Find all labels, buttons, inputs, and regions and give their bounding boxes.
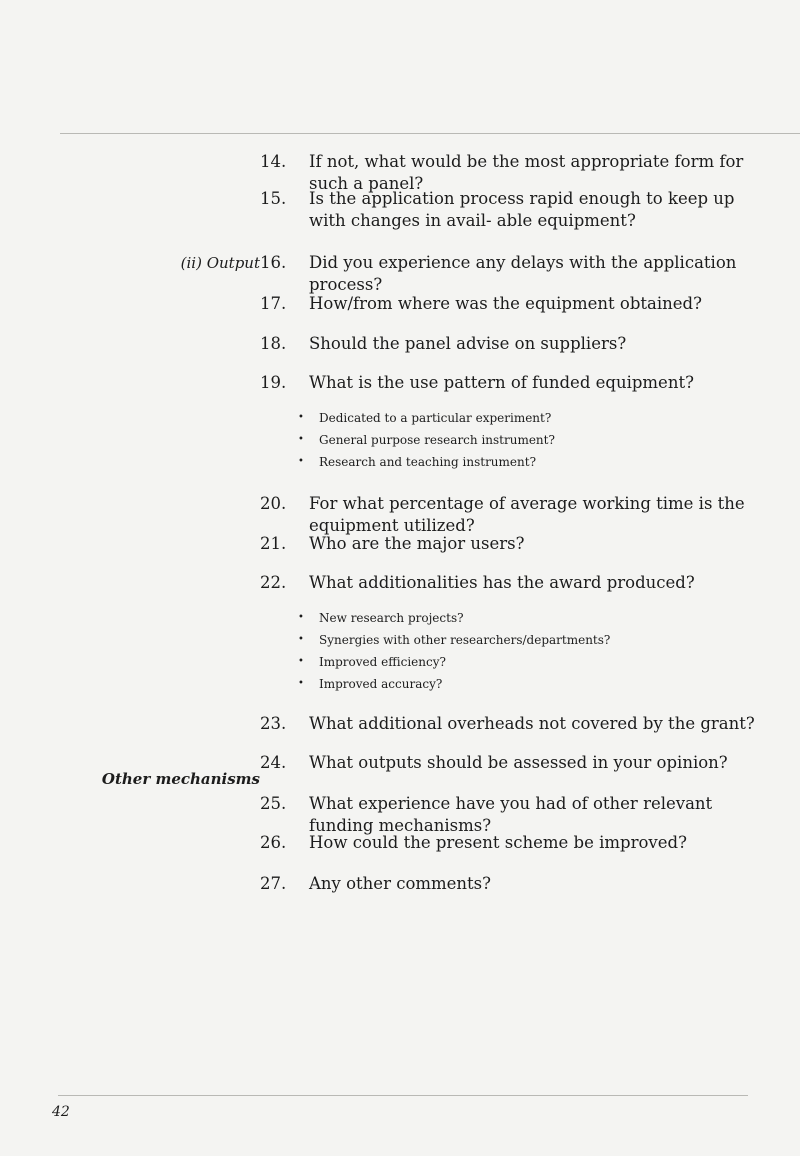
question-16 [260,252,760,296]
list-item: • Dedicated to a particular experiment? [296,407,555,429]
question-number: 25. [260,794,287,813]
bullet-icon: • [298,434,304,445]
question-number: 26. [260,833,287,852]
additionality-options [296,607,610,695]
question-20 [260,493,760,537]
question-22 [260,572,760,594]
question-number: 23. [260,714,287,733]
question-number: 21. [260,534,287,553]
question-number: 20. [260,494,287,513]
question-text: What experience have you had of other relevant funding mechanisms? [309,794,713,835]
question-number: 22. [260,573,287,592]
bullet-icon: • [298,634,304,645]
question-25 [260,793,760,837]
list-item: • Synergies with other researchers/departments? [296,629,610,651]
bullet-icon: • [298,456,304,467]
question-15 [260,188,760,232]
question-number: 17. [260,294,287,313]
use-pattern-options [296,407,555,473]
margin-heading-other-mechanisms: Other mechanisms [101,770,260,788]
bullet-icon: • [298,678,304,689]
question-number: 19. [260,373,287,392]
list-item: • Research and teaching instrument? [296,451,555,473]
question-text: What is the use pattern of funded equipment? [309,373,694,392]
list-item: • Improved efficiency? [296,651,610,673]
question-text: How could the present scheme be improved? [309,833,687,852]
page-number: 42 [52,1104,70,1120]
bottom-rule [58,1095,748,1096]
question-number: 15. [260,189,287,208]
question-text: What additional overheads not covered by the grant? [309,714,755,733]
question-text: What additionalities has the award produced? [309,573,695,592]
question-text: Any other comments? [309,874,491,893]
question-text: Is the application process rapid enough to keep up with changes in avail- able equipment? [309,189,735,230]
question-text: What outputs should be assessed in your opinion? [309,753,728,772]
question-number: 18. [260,334,287,353]
question-18 [260,333,760,355]
question-text: For what percentage of average working time is the equipment utilized? [309,494,745,535]
bullet-icon: • [298,612,304,623]
question-number: 14. [260,152,287,171]
question-number: 16. [260,253,287,272]
question-19 [260,372,760,394]
question-text: If not, what would be the most appropriate form for such a panel? [309,152,744,193]
question-23 [260,713,760,735]
list-item: • Improved accuracy? [296,673,610,695]
list-item: • New research projects? [296,607,610,629]
question-26 [260,832,760,854]
question-text: Who are the major users? [309,534,525,553]
bullet-icon: • [298,656,304,667]
question-27 [260,873,760,895]
question-text: How/from where was the equipment obtained? [309,294,702,313]
margin-heading-output: (ii) Output [180,254,260,272]
top-rule [60,133,800,134]
question-number: 27. [260,874,287,893]
question-21 [260,533,760,555]
question-text: Should the panel advise on suppliers? [309,334,627,353]
list-item: • General purpose research instrument? [296,429,555,451]
question-17 [260,293,760,315]
question-text: Did you experience any delays with the application process? [309,253,737,294]
question-number: 24. [260,753,287,772]
bullet-icon: • [298,412,304,423]
question-24 [260,752,760,774]
